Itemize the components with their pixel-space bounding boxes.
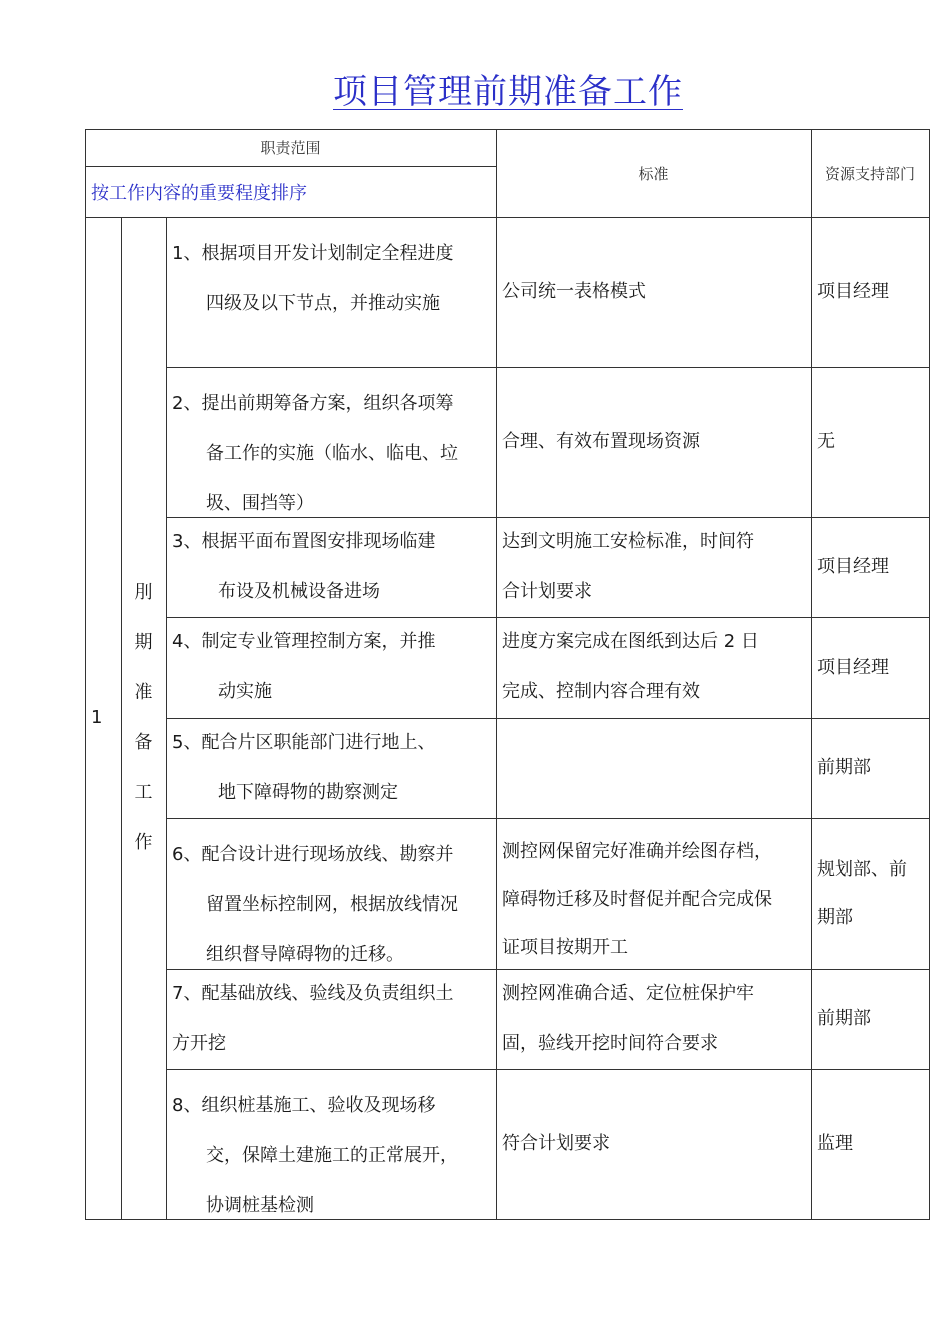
row-content-line: 圾、围挡等） (206, 493, 314, 514)
row-standard-line: 证项目按期开工 (502, 937, 628, 958)
row-standard-line: 进度方案完成在图纸到达后 2 日 (502, 631, 759, 652)
row-content-line: 备工作的实施（临水、临电、垃 (206, 443, 458, 464)
row-content-cell (166, 367, 496, 517)
group-name-char: 作 (134, 832, 153, 853)
row-content-line: 组织督导障碍物的迁移。 (206, 944, 404, 965)
group-name-char: 备 (134, 732, 153, 753)
row-dept-cell (811, 617, 929, 718)
page-title: 项目管理前期准备工作 (333, 72, 683, 112)
row-dept-cell (811, 718, 929, 818)
group-name-char: 工 (134, 782, 153, 803)
row-content-line: 5、配合片区职能部门进行地上、 (172, 732, 436, 753)
row-standard-cell (496, 217, 811, 367)
row-content-cell (166, 217, 496, 367)
row-standard-line: 完成、控制内容合理有效 (502, 681, 700, 702)
row-content-line: 方开挖 (172, 1033, 226, 1054)
row-content-line: 地下障碍物的勘察测定 (218, 782, 398, 803)
row-standard-line: 合理、有效布置现场资源 (502, 431, 700, 452)
row-content-line: 留置坐标控制网，根据放线情况 (206, 894, 458, 915)
row-standard-line: 公司统一表格模式 (502, 281, 646, 302)
row-content-line: 动实施 (218, 681, 272, 702)
row-dept-line: 前期部 (817, 757, 871, 778)
row-content-line: 1、根据项目开发计划制定全程进度 (172, 243, 454, 264)
group-name-char: 准 (134, 682, 153, 703)
header-standard: 标准 (638, 164, 669, 183)
row-dept-line: 项目经理 (817, 556, 889, 577)
row-standard-line: 固，验线开挖时间符合要求 (502, 1033, 718, 1054)
row-dept-cell (811, 367, 929, 517)
row-standard-line: 合计划要求 (502, 581, 592, 602)
row-content-cell (166, 1069, 496, 1219)
row-content-cell (166, 718, 496, 818)
row-content-line: 2、提出前期筹备方案，组织各项筹 (172, 393, 454, 414)
row-dept-cell (811, 1069, 929, 1219)
header-dept-cell (811, 129, 929, 217)
row-content-line: 交，保障土建施工的正常展开， (206, 1145, 458, 1166)
header-dept: 资源支持部门 (824, 164, 915, 183)
row-dept-cell (811, 818, 929, 969)
header-order: 按工作内容的重要程度排序 (91, 182, 307, 204)
row-standard-line: 测控网准确合适、定位桩保护牢 (502, 983, 754, 1004)
row-dept-line: 无 (817, 431, 835, 452)
row-dept-line: 项目经理 (817, 281, 889, 302)
row-standard-line: 符合计划要求 (502, 1133, 610, 1154)
row-standard-cell (496, 718, 811, 818)
header-scope-cell (85, 129, 496, 166)
row-dept-cell (811, 969, 929, 1069)
row-standard-cell (496, 367, 811, 517)
row-content-cell (166, 969, 496, 1069)
row-dept-line: 监理 (817, 1133, 853, 1154)
header-standard-cell (496, 129, 811, 217)
table-right-border (929, 129, 930, 1220)
row-content-cell (166, 517, 496, 617)
group-number: 1 (91, 707, 103, 728)
row-content-line: 6、配合设计进行现场放线、勘察并 (172, 844, 454, 865)
group-name (121, 568, 166, 868)
header-order-cell (85, 166, 496, 217)
row-standard-line: 障碍物迁移及时督促并配合完成保 (502, 889, 772, 910)
row-content-cell (166, 617, 496, 718)
row-dept-cell (811, 517, 929, 617)
header-scope: 职责范围 (260, 139, 321, 157)
group-name-char: 期 (134, 632, 153, 653)
row-content-line: 四级及以下节点，并推动实施 (206, 293, 440, 314)
row-standard-cell (496, 1069, 811, 1219)
row-standard-line: 达到文明施工安检标准，时间符 (502, 531, 754, 552)
row-standard-cell (496, 818, 811, 969)
group-number-cell (85, 217, 121, 1219)
row-standard-cell (496, 617, 811, 718)
row-content-cell (166, 818, 496, 969)
row-standard-line: 测控网保留完好准确并绘图存档， (502, 841, 772, 862)
group-name-char: 刖 (134, 582, 153, 603)
row-dept-cell (811, 217, 929, 367)
row-content-line: 协调桩基检测 (206, 1195, 314, 1216)
row-content-line: 8、组织桩基施工、验收及现场移 (172, 1095, 436, 1116)
row-content-line: 7、配基础放线、验线及负责组织土 (172, 983, 454, 1004)
row-standard-cell (496, 969, 811, 1069)
row-standard-cell (496, 517, 811, 617)
row-dept-line: 项目经理 (817, 656, 889, 678)
row-dept-line: 期部 (817, 906, 853, 928)
row-content-line: 布设及机械设备进场 (218, 581, 380, 602)
row-content-line: 3、根据平面布置图安排现场临建 (172, 531, 436, 552)
row-dept-line: 规划部、前 (817, 858, 907, 880)
row-dept-line: 前期部 (817, 1008, 871, 1029)
row-content-line: 4、制定专业管理控制方案，并推 (172, 631, 436, 652)
group-name-cell (121, 217, 166, 1219)
